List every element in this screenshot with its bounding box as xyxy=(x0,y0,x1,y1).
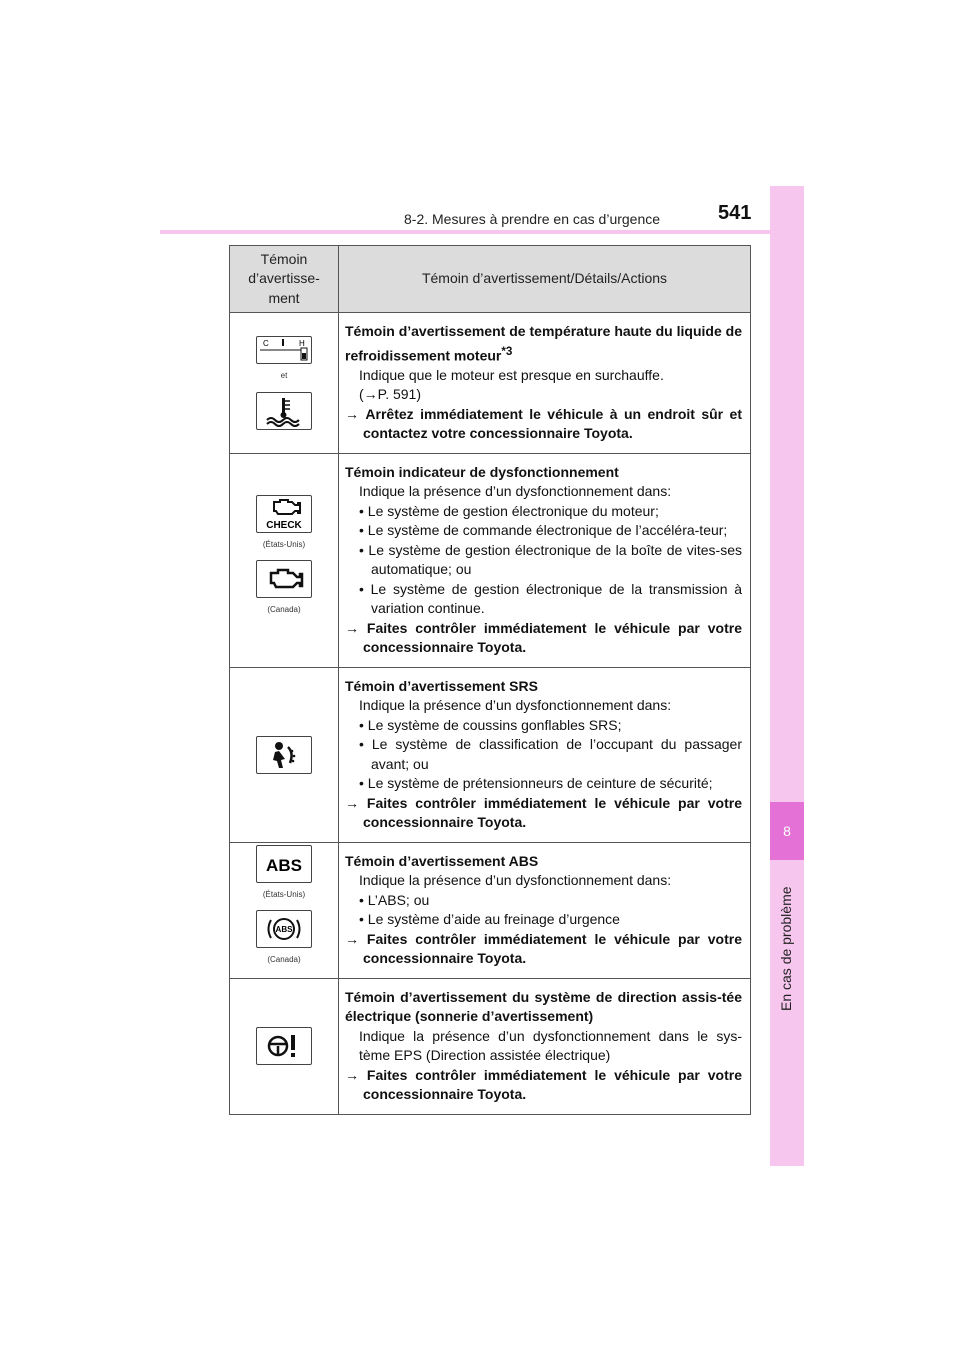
row-action: → Faites contrôler immédiatement le véhicule par votre concessionnaire Toyota. xyxy=(345,1066,742,1103)
abs-circle-icon xyxy=(256,910,312,948)
table-row xyxy=(230,313,751,454)
icon-cell xyxy=(230,978,339,1114)
page-number: 541 xyxy=(718,202,752,224)
list-item: • Le système de gestion électronique de la boîte de vites-ses automatique; ou xyxy=(345,541,742,580)
list-item: • Le système de gestion électronique de la transmission à variation continue. xyxy=(345,580,742,619)
row-description: Indique la présence d’un dysfonctionnement dans: xyxy=(359,483,672,500)
engine-icon xyxy=(256,560,312,598)
header-rule xyxy=(160,230,804,234)
list-item: • Le système de prétensionneurs de ceinture de sécurité; xyxy=(345,774,742,794)
icon-column-header: Témoin d’avertisse-ment xyxy=(230,246,339,313)
section-title: 8-2. Mesures à prendre en cas d’urgence xyxy=(404,211,661,227)
details-cell xyxy=(339,978,751,1114)
row-action: → Faites contrôler immédiatement le véhicule par votre concessionnaire Toyota. xyxy=(345,619,742,656)
row-title: Témoin indicateur de dysfonctionnement xyxy=(345,463,619,480)
srs-airbag-icon xyxy=(256,736,312,774)
table-row xyxy=(230,667,751,842)
row-action: → Arrêtez immédiatement le véhicule à un endroit sûr et contactez votre concessionnaire Toyota. xyxy=(345,405,742,442)
svg-text:ABS: ABS xyxy=(266,855,302,875)
check-engine-icon xyxy=(256,495,312,533)
list-item: • L’ABS; ou xyxy=(345,891,742,911)
list-item: • Le système de classification de l’occupant du passager avant; ou xyxy=(345,735,742,774)
details-cell xyxy=(339,667,751,842)
chapter-title: En cas de problème xyxy=(778,886,794,1011)
table-header-row xyxy=(230,246,751,313)
page-reference[interactable]: (→P. 591) xyxy=(359,386,422,403)
icon-caption: et xyxy=(280,371,288,381)
svg-text:C: C xyxy=(263,339,269,349)
list-item: • Le système de commande électronique de l’accéléra-teur; xyxy=(345,521,742,541)
row-title: Témoin d’avertissement SRS xyxy=(345,677,538,694)
details-cell xyxy=(339,842,751,978)
icon-caption: (États-Unis) xyxy=(262,539,306,549)
details-cell xyxy=(339,313,751,454)
temperature-gauge-icon xyxy=(256,336,312,364)
row-description: Indique la présence d’un dysfonctionnement dans le sys-tème EPS (Direction assistée électrique) xyxy=(359,1027,742,1064)
coolant-temperature-icon xyxy=(256,392,312,430)
list-item: • Le système d’aide au freinage d’urgence xyxy=(345,910,742,930)
icon-caption: (États-Unis) xyxy=(262,889,306,899)
footnote-marker: *3 xyxy=(501,344,513,358)
row-action: → Faites contrôler immédiatement le véhicule par votre concessionnaire Toyota. xyxy=(345,930,742,967)
row-title: Témoin d’avertissement du système de direction assis-tée électrique (sonnerie d’avertissement) xyxy=(345,988,742,1025)
row-title: Témoin d’avertissement de température haute du liquide de refroidissement moteur$^{*3}$ xyxy=(345,323,742,364)
row-description: Indique la présence d’un dysfonctionnement dans: xyxy=(359,697,672,714)
row-description: Indique la présence d’un dysfonctionnement dans: xyxy=(359,872,672,889)
list-item: • Le système de coussins gonflables SRS; xyxy=(345,716,742,736)
svg-text:H: H xyxy=(299,339,305,349)
icon-cell xyxy=(230,313,339,454)
warning-lights-table xyxy=(229,245,751,1115)
steering-warning-icon xyxy=(256,1027,312,1065)
icon-cell xyxy=(230,842,339,978)
svg-text:ABS: ABS xyxy=(275,925,293,935)
chapter-number: 8 xyxy=(770,802,804,860)
details-column-header: Témoin d’avertissement/Détails/Actions xyxy=(339,246,751,313)
row-description: Indique que le moteur est presque en surchauffe. xyxy=(359,366,664,383)
icon-caption: (Canada) xyxy=(267,605,301,615)
table-row xyxy=(230,842,751,978)
chapter-side-tab xyxy=(770,186,804,1166)
icon-caption: (Canada) xyxy=(267,955,301,965)
list-item: • Le système de gestion électronique du moteur; xyxy=(345,502,742,522)
row-action: → Faites contrôler immédiatement le véhicule par votre concessionnaire Toyota. xyxy=(345,794,742,831)
table-row xyxy=(230,978,751,1114)
icon-cell xyxy=(230,453,339,667)
details-cell xyxy=(339,453,751,667)
svg-text:CHECK: CHECK xyxy=(266,519,302,531)
row-title: Témoin d’avertissement ABS xyxy=(345,852,539,869)
icon-cell xyxy=(230,667,339,842)
table-row xyxy=(230,453,751,667)
abs-text-icon xyxy=(256,845,312,883)
